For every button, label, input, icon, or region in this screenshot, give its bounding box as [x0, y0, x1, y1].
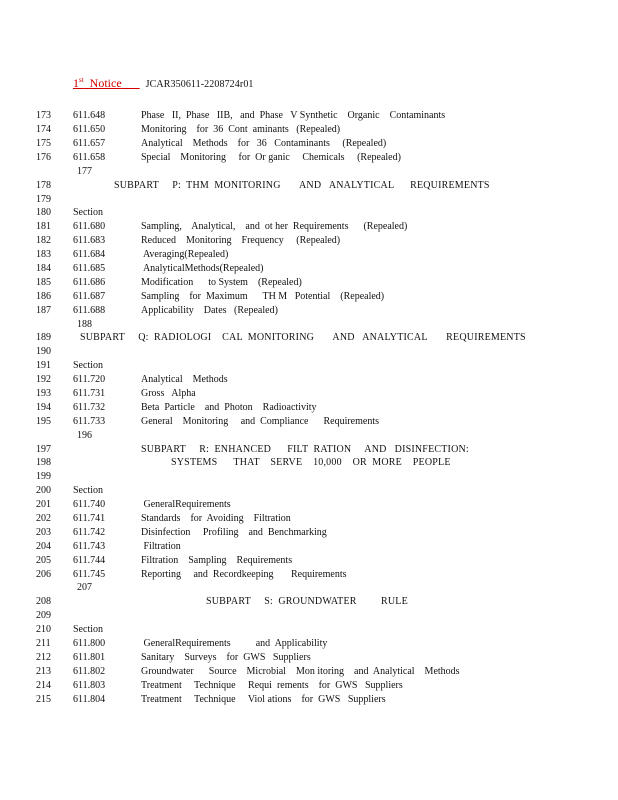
page-number: 207 — [77, 582, 92, 593]
section-number: Section — [73, 624, 103, 635]
toc-line — [0, 581, 618, 595]
section-number: 611.683 — [73, 235, 106, 246]
toc-line — [0, 498, 618, 512]
line-number: 192 — [36, 374, 51, 385]
section-number: 611.744 — [73, 555, 106, 566]
line-number: 195 — [36, 416, 51, 427]
section-title: Modification to System (Repealed) — [141, 277, 302, 288]
line-number: 178 — [36, 180, 51, 191]
toc-line — [0, 401, 618, 415]
line-number: 201 — [36, 499, 51, 510]
toc-line — [0, 484, 618, 498]
section-title: Applicability Dates (Repealed) — [141, 305, 278, 316]
toc-line — [0, 220, 618, 234]
line-number: 187 — [36, 305, 51, 316]
section-title: Filtration Sampling Requirements — [141, 555, 293, 566]
section-number: 611.658 — [73, 152, 106, 163]
line-number: 202 — [36, 513, 51, 524]
line-number: 190 — [36, 346, 51, 357]
page-number: 188 — [77, 319, 92, 330]
line-number: 209 — [36, 610, 51, 621]
section-number: 611.740 — [73, 499, 106, 510]
section-number: 611.650 — [73, 124, 106, 135]
line-number: 183 — [36, 249, 51, 260]
section-number: 611.804 — [73, 694, 106, 705]
toc-line — [0, 415, 618, 429]
section-number: 611.745 — [73, 569, 106, 580]
line-number: 200 — [36, 485, 51, 496]
toc-line — [0, 470, 618, 484]
toc-line — [0, 345, 618, 359]
toc-line — [0, 568, 618, 582]
section-title: Special Monitoring for Or ganic Chemicals (Repealed) — [141, 152, 401, 163]
toc-line — [0, 109, 618, 123]
toc-line — [0, 234, 618, 248]
line-number: 215 — [36, 694, 51, 705]
document-id: JCAR350611-2208724r01 — [145, 79, 254, 90]
section-title: Sanitary Surveys for GWS Suppliers — [141, 652, 311, 663]
section-title: Reduced Monitoring Frequency (Repealed) — [141, 235, 341, 246]
line-number: 205 — [36, 555, 51, 566]
subpart-heading: SUBPART S: GROUNDWATER RULE — [206, 596, 408, 607]
section-title: Groundwater Source Microbial Mon itoring and Analytical Methods — [141, 666, 460, 677]
section-number: 611.648 — [73, 110, 106, 121]
section-title: Reporting and Recordkeeping Requirements — [141, 569, 347, 580]
line-number: 212 — [36, 652, 51, 663]
toc-line — [0, 554, 618, 568]
toc-line — [0, 679, 618, 693]
section-number: Section — [73, 207, 103, 218]
line-number: 185 — [36, 277, 51, 288]
page-number: 196 — [77, 430, 92, 441]
line-number: 186 — [36, 291, 51, 302]
section-number: 611.731 — [73, 388, 106, 399]
section-title: Averaging(Repealed) — [141, 249, 229, 260]
line-number: 180 — [36, 207, 51, 218]
section-title: Filtration — [141, 541, 181, 552]
line-number: 214 — [36, 680, 51, 691]
toc-line — [0, 290, 618, 304]
section-number: 611.686 — [73, 277, 106, 288]
section-title: Sampling for Maximum TH M Potential (Repealed) — [141, 291, 385, 302]
section-title: Disinfection Profiling and Benchmarking — [141, 527, 327, 538]
section-number: 611.802 — [73, 666, 106, 677]
section-number: 611.657 — [73, 138, 106, 149]
section-number: 611.733 — [73, 416, 106, 427]
toc-line — [0, 123, 618, 137]
toc-line — [0, 206, 618, 220]
subpart-heading: SUBPART P: THM MONITORING AND ANALYTICAL REQUIREMENTS — [114, 180, 490, 191]
toc-line — [0, 331, 618, 345]
section-title: Beta Particle and Photon Radioactivity — [141, 402, 317, 413]
toc-line — [0, 165, 618, 179]
section-title: Phase II, Phase IIB, and Phase V Synthetic Organic Contaminants — [141, 110, 446, 121]
toc-line — [0, 623, 618, 637]
section-title: Analytical Methods for 36 Contaminants (Repealed) — [141, 138, 387, 149]
section-number: 611.801 — [73, 652, 106, 663]
line-number: 208 — [36, 596, 51, 607]
toc-line — [0, 526, 618, 540]
line-number: 179 — [36, 194, 51, 205]
line-number: 199 — [36, 471, 51, 482]
toc-line — [0, 387, 618, 401]
toc-line — [0, 693, 618, 707]
page-number: 177 — [77, 166, 92, 177]
line-number: 182 — [36, 235, 51, 246]
section-title: General Monitoring and Compliance Requirements — [141, 416, 380, 427]
section-title: AnalyticalMethods(Repealed) — [141, 263, 264, 274]
toc-line — [0, 318, 618, 332]
line-number: 191 — [36, 360, 51, 371]
line-number: 197 — [36, 444, 51, 455]
notice-header — [73, 76, 254, 91]
section-number: 611.680 — [73, 221, 106, 232]
line-number: 184 — [36, 263, 51, 274]
toc-line — [0, 359, 618, 373]
section-number: 611.741 — [73, 513, 106, 524]
notice-label: 1st Notice — [73, 76, 122, 90]
subpart-heading: SYSTEMS THAT SERVE 10,000 OR MORE PEOPLE — [171, 457, 451, 468]
section-title: GeneralRequirements — [141, 499, 231, 510]
subpart-heading: SUBPART R: ENHANCED FILT RATION AND DISINFECTION: — [141, 444, 469, 455]
section-number: Section — [73, 485, 103, 496]
section-number: 611.742 — [73, 527, 106, 538]
toc-line — [0, 429, 618, 443]
toc-line — [0, 151, 618, 165]
section-number: 611.687 — [73, 291, 106, 302]
subpart-heading: SUBPART Q: RADIOLOGI CAL MONITORING AND ANALYTICAL REQUIREMENTS — [80, 332, 526, 343]
line-number: 176 — [36, 152, 51, 163]
toc-line — [0, 276, 618, 290]
toc-line — [0, 609, 618, 623]
line-number: 204 — [36, 541, 51, 552]
section-title: Gross Alpha — [141, 388, 196, 399]
section-number: 611.688 — [73, 305, 106, 316]
section-number: 611.800 — [73, 638, 106, 649]
line-number: 206 — [36, 569, 51, 580]
section-number: 611.720 — [73, 374, 106, 385]
toc-line — [0, 262, 618, 276]
toc-line — [0, 137, 618, 151]
line-number: 189 — [36, 332, 51, 343]
toc-line — [0, 595, 618, 609]
toc-line — [0, 373, 618, 387]
section-title: GeneralRequirements and Applicability — [141, 638, 328, 649]
line-number: 175 — [36, 138, 51, 149]
toc-line — [0, 179, 618, 193]
section-number: 611.732 — [73, 402, 106, 413]
line-number: 198 — [36, 457, 51, 468]
line-number: 174 — [36, 124, 51, 135]
line-number: 173 — [36, 110, 51, 121]
line-number: 213 — [36, 666, 51, 677]
section-number: 611.743 — [73, 541, 106, 552]
line-number: 203 — [36, 527, 51, 538]
toc-line — [0, 651, 618, 665]
section-number: 611.685 — [73, 263, 106, 274]
line-number: 181 — [36, 221, 51, 232]
toc-line — [0, 512, 618, 526]
line-number: 193 — [36, 388, 51, 399]
line-number: 210 — [36, 624, 51, 635]
section-number: Section — [73, 360, 103, 371]
toc-line — [0, 637, 618, 651]
line-number: 194 — [36, 402, 51, 413]
toc-line — [0, 304, 618, 318]
section-title: Treatment Technique Viol ations for GWS Suppliers — [141, 694, 386, 705]
toc-line — [0, 456, 618, 470]
section-title: Monitoring for 36 Cont aminants (Repealed) — [141, 124, 341, 135]
section-number: 611.684 — [73, 249, 106, 260]
section-title: Standards for Avoiding Filtration — [141, 513, 291, 524]
line-number: 211 — [36, 638, 51, 649]
section-title: Treatment Technique Requi rements for GWS Suppliers — [141, 680, 403, 691]
toc-line — [0, 193, 618, 207]
section-number: 611.803 — [73, 680, 106, 691]
toc-line — [0, 443, 618, 457]
toc-line — [0, 248, 618, 262]
toc-line — [0, 540, 618, 554]
section-title: Sampling, Analytical, and ot her Requirements (Repealed) — [141, 221, 408, 232]
toc-line — [0, 665, 618, 679]
section-title: Analytical Methods — [141, 374, 228, 385]
